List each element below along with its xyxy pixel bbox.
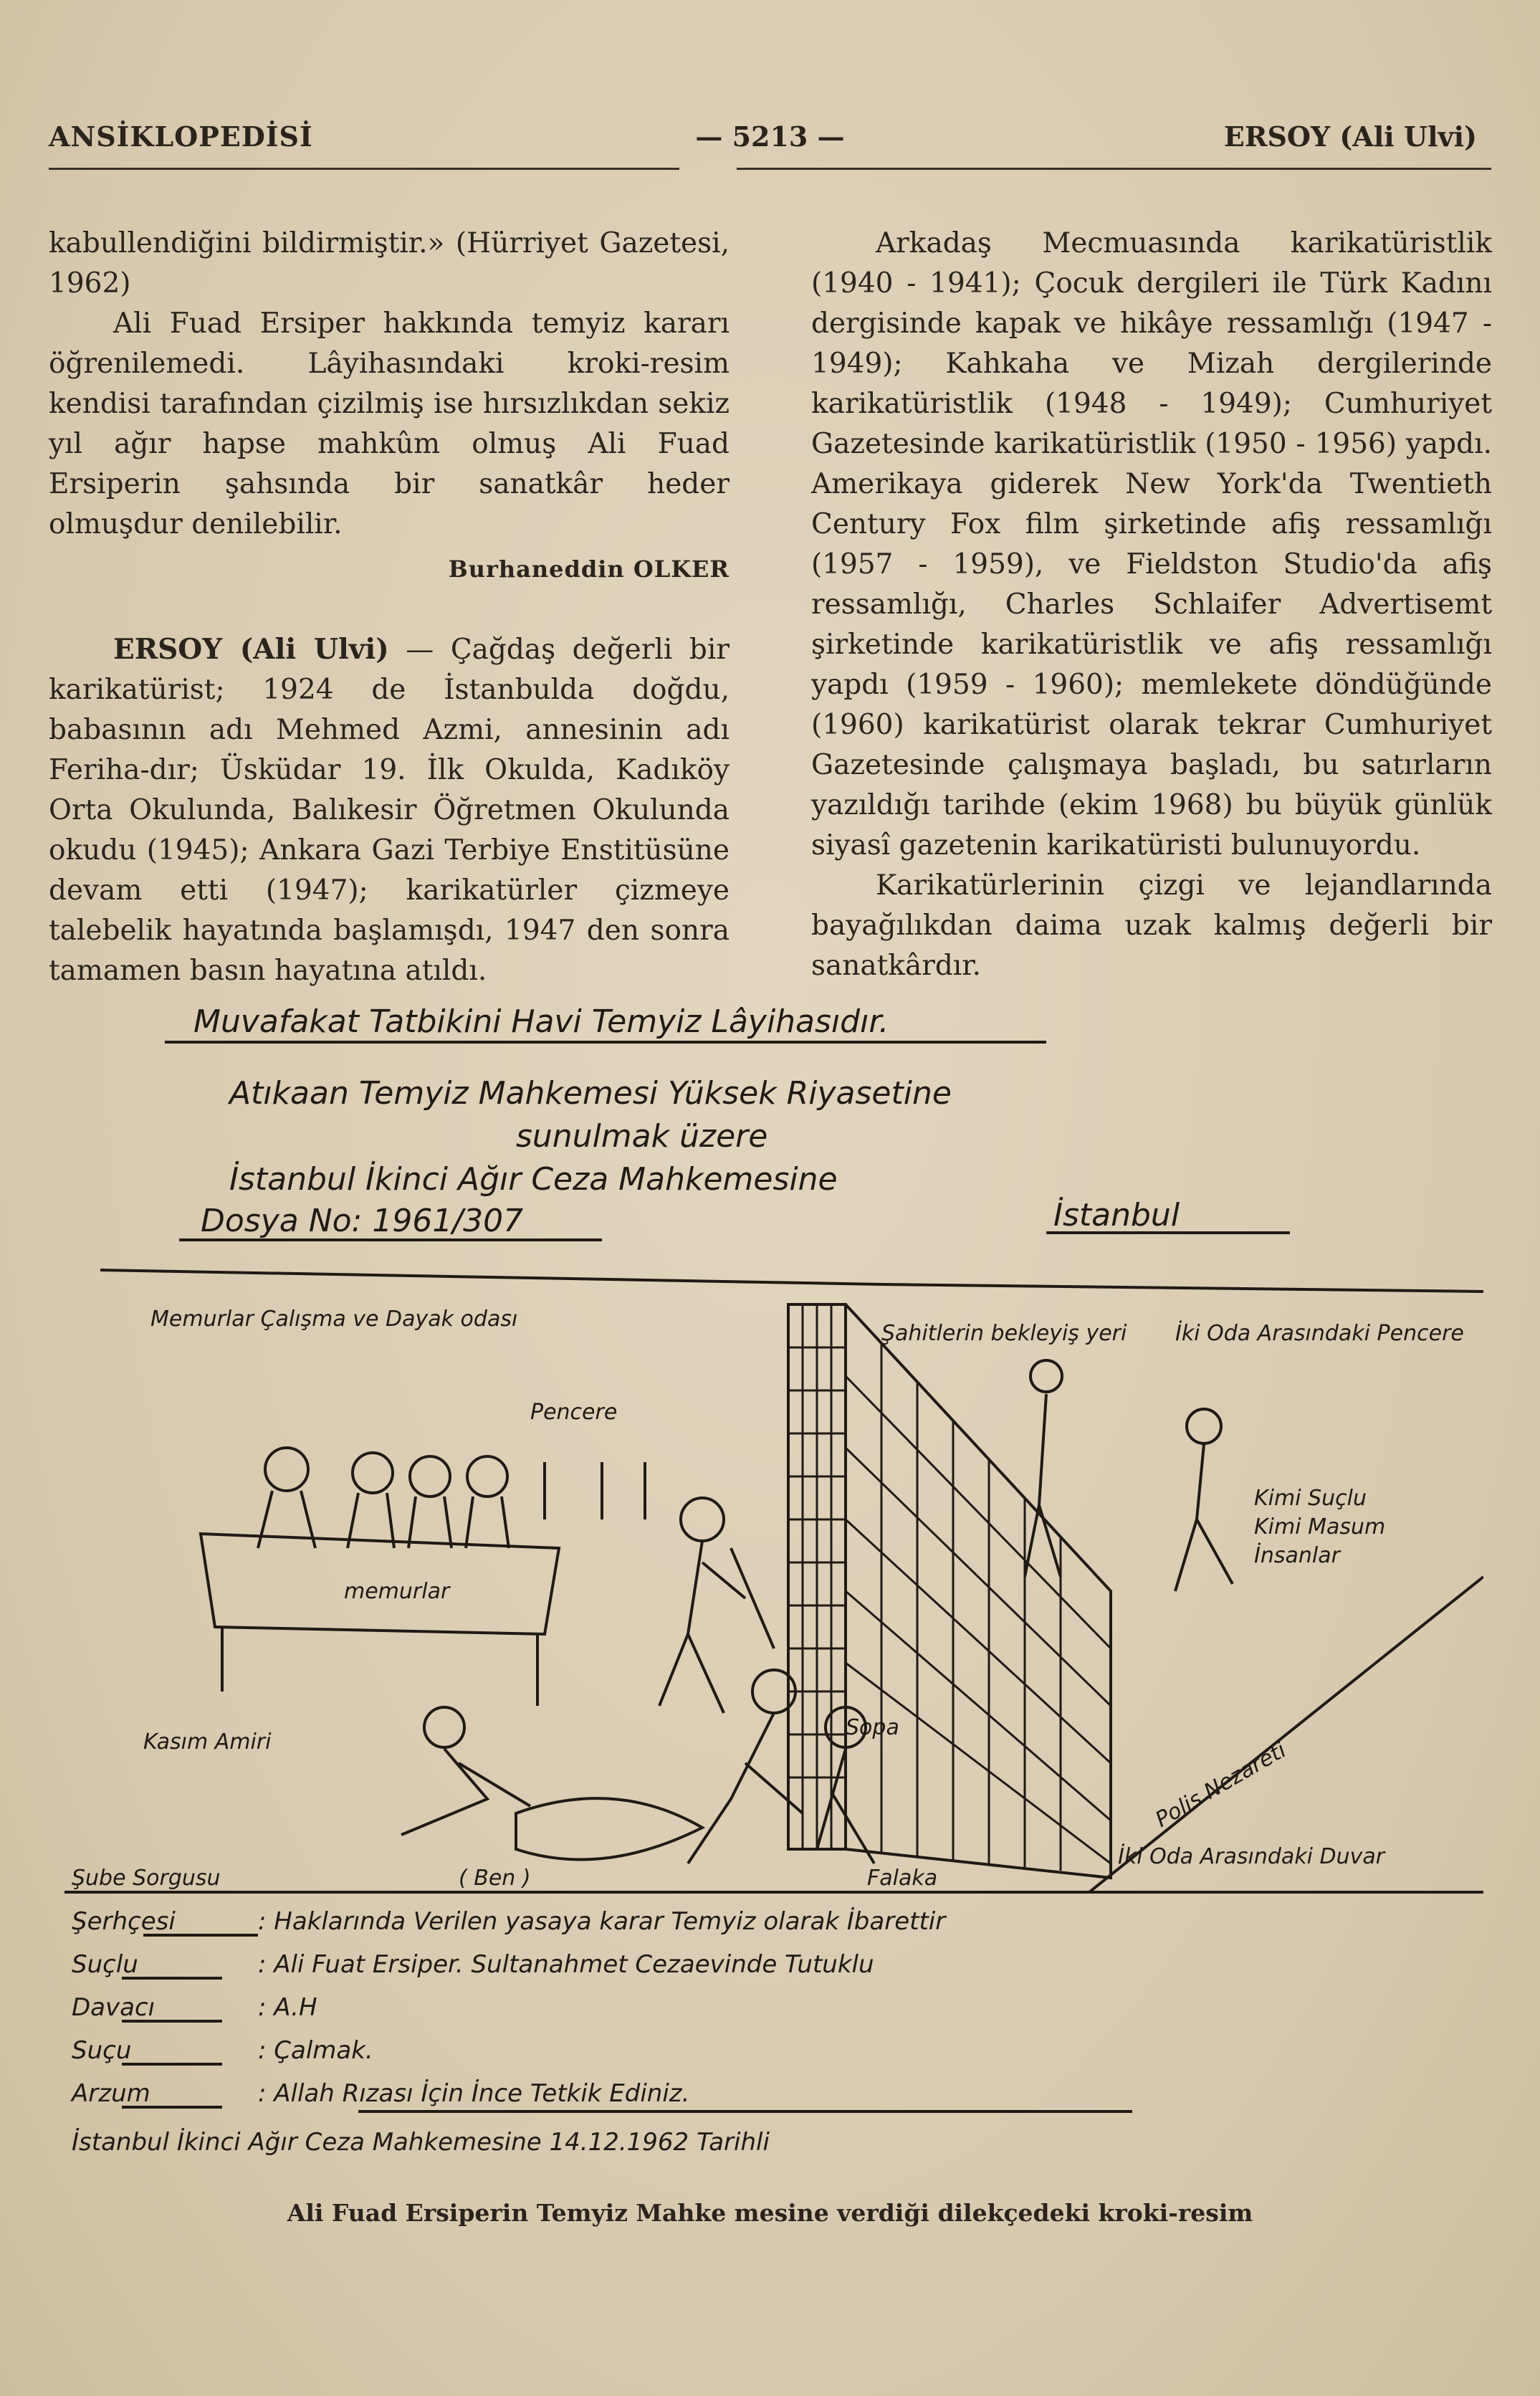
label-people: İnsanlar [1254,1543,1340,1568]
label-police: Polis Nezareti [1151,1737,1291,1833]
form-value: : Çalmak. [258,2036,373,2065]
form-value: : Haklarında Verilen yasaya karar Temyiz olarak İbarettir [258,1907,946,1936]
running-title: ANSİKLOPEDİSİ [49,120,313,153]
handwriting-address: Atıkaan Temyiz Mahkemesi Yüksek Riyasetine [229,1075,952,1112]
label-guilty: Kimi Suçlu [1254,1486,1367,1511]
spacer [49,589,730,629]
paragraph: kabullendiğini bildirmiştir.» (Hürriyet Gazetesi, 1962) [49,227,730,300]
header-rule-right [1081,168,1491,170]
form-value: : Ali Fuat Ersiper. Sultanahmet Cezaevinde Tutuklu [258,1950,874,1979]
label-table: memurlar [344,1579,450,1604]
left-column [49,224,730,991]
header-rule-center [737,168,1109,170]
label-innocent: Kimi Masum [1254,1514,1386,1540]
form-value: : A.H [258,1993,317,2022]
label-wall: İki Oda Arasındaki Duvar [1118,1844,1385,1869]
label-chief: Kasım Amiri [143,1729,272,1755]
form-label: Suçu [72,2036,132,2065]
figure-caption: Ali Fuad Ersiperin Temyiz Mahke mesine verdiği dilekçedeki kroki-resim [287,2199,1253,2227]
label-window: Pencere [530,1400,618,1425]
form-footer: İstanbul İkinci Ağır Ceza Mahkemesine 14.12.1962 Tarihli [72,2128,770,2157]
label-room: Memurlar Çalışma ve Dayak odası [150,1307,518,1332]
handwriting-title: Muvafakat Tatbikini Havi Temyiz Lâyihasıdır. [193,1003,889,1040]
entry-headword: ERSOY (Ali Ulvi) [113,633,389,666]
label-window-between-rooms: İki Oda Arasındaki Pencere [1175,1321,1464,1346]
label-interrogation: Şube Sorgusu [72,1866,221,1891]
handwriting-city: İstanbul [1053,1197,1180,1233]
paragraph: Arkadaş Mecmuasında karikatüristlik (1940 - 1941); Çocuk dergileri ile Türk Kadını dergisinde kapak ve hikâye ressamlığı (1947 - 1949); Kahkaha ve Mizah dergilerinde karikatüristlik (1948 - 1949); Cumhuriyet Gazetesinde karikatüristlik (1950 - 1956) yapdı. Amerikaya giderek New York'da Twentieth Century Fox film şirketinde afiş ressamlığı (1957 - 1959), ve Fieldston Studio'da afiş ressamlığı, Charles Schlaifer Advertisemt şirketinde karikatüristlik ve afiş ressamlığı yapdı (1959 - 1960); memlekete döndüğünde (1960) karikatürist olarak tekrar Cumhuriyet Gazetesinde çalışmaya başladı, bu satırların yazıldığı tarihde (ekim 1968) bu büyük günlük siyasî gazetenin karikatüristi bulunuyordu. [811,227,1492,861]
form-label: Davacı [72,1993,156,2022]
form-label: Arzum [72,2079,150,2108]
author-signature: Burhaneddin OLKER [448,555,730,583]
page-header [49,120,1491,172]
handwriting-address: sunulmak üzere [516,1118,768,1155]
page-number: — 5213 — [695,120,845,153]
label-witnesses: Şahitlerin bekleyiş yeri [881,1321,1127,1346]
sketch-figure [57,1003,1483,2193]
entry-title: ERSOY (Ali Ulvi) [1223,120,1477,153]
header-rule-left [49,168,679,170]
label-stick: Sopa [846,1715,899,1740]
paragraph: Ali Fuad Ersiper hakkında temyiz kararı öğrenilemedi. Lâyihasındaki kroki-resim kendisi tarafından çizilmiş ise hırsızlıkdan sekiz yıl ağır hapse mahkûm olmuş Ali Fuad Ersiperin şahsında bir sanatkâr heder olmuşdur denilebilir. [49,307,730,540]
form-value: : Allah Rızası İçin İnce Tetkik Ediniz. [258,2079,690,2108]
entry-text: — Çağdaş değerli bir karikatürist; 1924 de İstanbulda doğdu, babasının adı Mehmed Azmi, annesinin adı Feriha-dır; Üsküdar 19. İlk Okulda, Kadıköy Orta Okulunda, Balıkesir Öğretmen Okulunda okudu (1945); Ankara Gazi Terbiye Enstitüsüne devam etti (1947); karikatürler çizmeye talebelik hayatında başlamışdı, 1947 den sonra tamamen basın hayatına atıldı. [49,634,730,987]
form-label: Şerhçesi [72,1907,176,1936]
label-me: ( Ben ) [459,1866,531,1891]
entry-paragraph [49,629,730,991]
right-column [811,224,1492,986]
form-label: Suçlu [72,1950,138,1979]
handwriting-address: İstanbul İkinci Ağır Ceza Mahkemesine [229,1161,838,1198]
paragraph: Karikatürlerinin çizgi ve lejandlarında bayağılıkdan daima uzak kalmış değerli bir sanatkârdır. [811,869,1492,982]
label-falaka: Falaka [867,1866,938,1891]
sketch-drawing [57,1003,1483,2193]
handwriting-file-number: Dosya No: 1961/307 [201,1203,524,1239]
